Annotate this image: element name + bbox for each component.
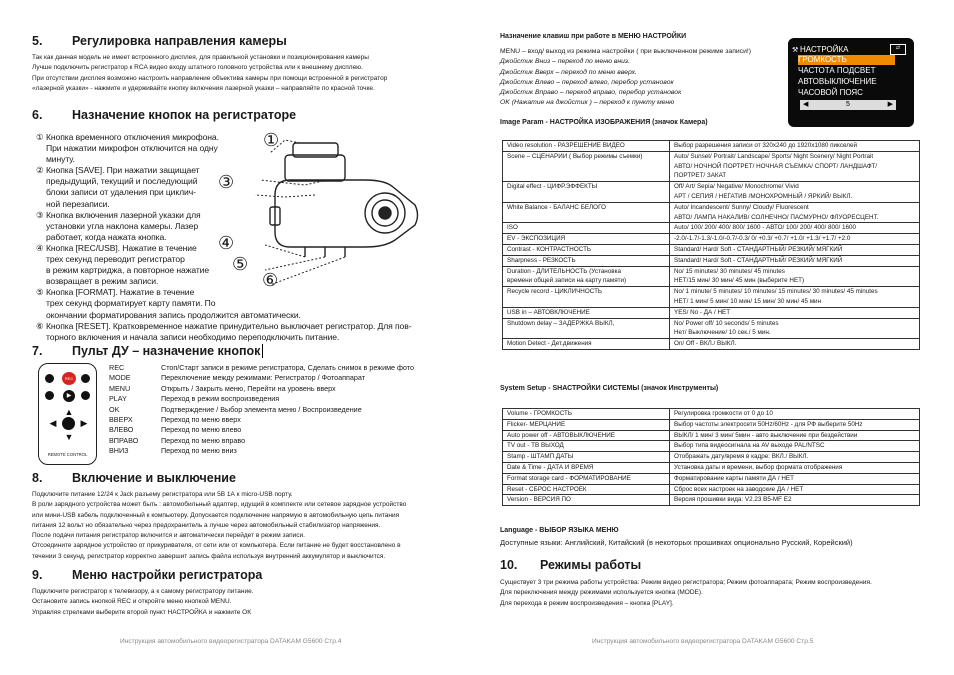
item-number: ⑥: [36, 320, 44, 331]
cell-line: ISO: [507, 224, 518, 232]
setting-name-cell: [503, 307, 670, 318]
section-number: 6.: [32, 108, 43, 122]
section-10-heading: [500, 558, 641, 572]
text-line: В роли зарядного устройства может быть : автомобильный адаптер, идущий в комплекте или сетевое зарядное устройство: [32, 501, 407, 509]
item-text: Кнопка включения лазерной указки для: [46, 209, 201, 220]
setting-name-cell: [503, 182, 670, 203]
cell-line: Auto/ Incandescent/ Sunny/ Cloudy/ Fluorescent: [674, 203, 809, 211]
language-title: Language - ВЫБОР ЯЗЫКА МЕНЮ: [500, 527, 619, 534]
text-line: Джойстик Влево – переход влево, перебор установок: [500, 78, 674, 86]
play-button-icon: ▶: [63, 390, 75, 402]
key-desc: Переход по меню вниз: [161, 446, 237, 456]
list-item: [109, 405, 414, 415]
cell-line: АВТО/ НОЧНОЙ ПОРТРЕТ/ НОЧНАЯ СЪЕМКА/ СПОРТ/ ЛАНДШАФТ/: [674, 162, 877, 170]
cell-line: Выбор разрешения записи от 320x240 до 1920x1080 пикселей: [674, 142, 857, 149]
left-arrow-icon: ◀: [49, 418, 57, 428]
setting-name-cell: [503, 441, 670, 452]
key-name: REC: [109, 363, 125, 372]
item-text: окончании форматирования запись продолжится автоматически.: [46, 309, 301, 320]
setting-values-cell: [670, 339, 920, 350]
language-text: Доступные языки: Английский, Китайский (в некоторых прошивках опционально Русский, Корейский): [500, 538, 853, 547]
list-item: [109, 363, 414, 373]
cell-line: On/ Off - ВКЛ./ ВЫКЛ.: [674, 340, 737, 348]
item-text: Кнопка [REC/USB]. Нажатие в течение: [46, 242, 197, 253]
list-item: [36, 210, 411, 221]
setting-name-cell: [503, 462, 670, 473]
setting-values-cell: [670, 419, 920, 430]
cell-line: Shutdown delay – ЗАДЕРЖКА ВЫКЛ,: [507, 319, 615, 327]
setting-name-cell: [503, 452, 670, 463]
table-row: [503, 339, 920, 350]
cell-line: Recycle record - ЦИКЛИЧНОСТЬ: [507, 288, 603, 296]
section-title: Меню настройки регистратора: [72, 568, 263, 582]
table-row: [503, 202, 920, 223]
cell-line: АВТО/ ЛАМПА НАКАЛИВ/ СОЛНЕЧНО/ ПАСМУРНО/ ФЛУОРЕСЦЕНТ.: [674, 213, 879, 221]
table-row: [503, 441, 920, 452]
text-line: «лазерной указки» - нажмите и удерживайте кнопку включения лазерной указки – направляйте по красной точке.: [32, 84, 375, 92]
cell-line: Motion Detect - Дет.движения: [507, 340, 592, 348]
item-text: ной перезаписи.: [46, 198, 110, 209]
remote-button-list: [109, 363, 414, 457]
cell-line: No/ Power off/ 10 seconds/ 5 minutes: [674, 319, 779, 327]
system-setup-title: System Setup - SНАСТРОЙКИ СИСТЕМЫ (значок Инструменты): [500, 385, 719, 392]
list-item: [36, 187, 411, 198]
cell-line: НЕТ/ 1 мин/ 5 мин/ 10 мин/ 15 мин/ 30 мин/ 45 мин: [674, 297, 822, 305]
table-row: [503, 287, 920, 308]
key-name: OK: [109, 404, 120, 414]
cell-line: EV - ЭКСПОЗИЦИЯ: [507, 235, 566, 243]
table-row: [503, 430, 920, 441]
text-line: Джойстик Вверх – переход по меню вверх.: [500, 68, 637, 76]
text-line: или мини-USB кабель подключенный к компьютеру. Допускается подключение напрямую в автомобильную цепь питания: [32, 511, 400, 519]
table-row: [503, 484, 920, 495]
key-desc: Переход по меню вправо: [161, 435, 246, 445]
text-line: Для переключения между режимами используется кнопка (MODE).: [500, 589, 703, 597]
callout-5: ⑤: [232, 254, 249, 274]
text-line: Отсоедините зарядное устройство от прикуривателя, от сети или от компьютера. Если питание не будет восстановлено в: [32, 542, 401, 550]
table-row: [503, 409, 920, 420]
section-number: 9.: [32, 568, 43, 582]
cell-line: НЕТ/15 мин/ 30 мин/ 45 мин (выберите НЕТ): [674, 277, 805, 285]
setting-values-cell: [670, 202, 920, 223]
key-name: ВПРАВО: [109, 435, 139, 445]
table-row: [503, 462, 920, 473]
menu-keys-title: Назначение клавиш при работе в МЕНЮ НАСТРОЙКИ: [500, 33, 687, 40]
list-item: [36, 321, 411, 332]
text-line: Для перехода в режим воспроизведения – кнопка [PLAY].: [500, 599, 674, 607]
item-text: работает, когда нажата кнопка.: [46, 231, 167, 242]
item-number: ④: [36, 242, 44, 253]
key-name: PLAY: [109, 394, 127, 404]
setting-values-cell: [670, 287, 920, 308]
list-item: [109, 373, 414, 383]
setting-values-cell: [670, 318, 920, 339]
page-footer: Инструкция автомобильного видеорегистратора DATAKAM G5600 Стр.4: [120, 638, 342, 645]
item-text: Кнопка [FORMAT]. Нажатие в течение: [46, 287, 195, 298]
menu-item-selected: ГРОМКОСТЬ: [798, 55, 895, 65]
cell-line: Format storage card - ФОРМАТИРОВАНИЕ: [507, 474, 631, 482]
setting-values-cell: [670, 141, 920, 152]
item-text: предыдущий, текущий и последующий: [46, 176, 198, 187]
cell-line: Flicker- МЕРЦАНИЕ: [507, 420, 566, 428]
list-item: [36, 154, 411, 165]
list-item: [36, 265, 411, 276]
down-arrow-icon: ▼: [64, 432, 74, 442]
setting-values-cell: [670, 307, 920, 318]
list-item: [36, 199, 411, 210]
text-line: Подключите питание 12/24 к Jack разъему регистратора или 5В 1А к micro-USB порту.: [32, 491, 293, 498]
section-title: Режимы работы: [540, 558, 642, 572]
section-number: 7.: [32, 344, 43, 358]
key-name: ВЛЕВО: [109, 425, 134, 435]
setting-name-cell: [503, 223, 670, 234]
list-item: [36, 332, 411, 343]
text-line: После подачи питания регистратор включится и автоматически перейдет в режим записи.: [32, 532, 305, 540]
item-text: При нажатии микрофон отключится на одну: [46, 143, 218, 154]
setting-values-cell: [670, 244, 920, 255]
menu-keys-text: [500, 47, 751, 109]
key-desc: Открыть / Закрыть меню, Перейти на уровень вверх: [161, 383, 336, 393]
cell-line: времени общей записи на карту памяти): [507, 277, 627, 285]
setting-values-cell: [670, 462, 920, 473]
setting-name-cell: [503, 202, 670, 223]
setting-name-cell: [503, 255, 670, 266]
item-number: ①: [36, 132, 44, 142]
item-text: в режим картриджа, а повторное нажатие: [46, 265, 210, 276]
text-line: Подключите регистратор к телевизору, а к самому регистратору питание.: [32, 588, 254, 595]
remote-control-illustration: [38, 363, 97, 465]
table-row: [503, 318, 920, 339]
item-text: установки угла наклона камеры. Лазер: [46, 220, 199, 231]
text-line: течении 3 секунд, регистратор корректно завершит запись файла используя внутренний аккумулятор и выключится.: [32, 552, 386, 560]
item-text: трех секунд форматирует карту памяти. По: [46, 298, 216, 309]
setting-name-cell: [503, 430, 670, 441]
cell-line: Установка даты и времени, выбор формата отображения: [674, 463, 843, 471]
table-row: [503, 266, 920, 287]
setting-values-cell: [670, 223, 920, 234]
remote-button-icon: [45, 391, 54, 400]
table-row: [503, 141, 920, 152]
cell-line: TV out - ТВ ВЫХОД: [507, 442, 564, 450]
section-6-heading: [32, 108, 296, 122]
cell-line: Digital effect - ЦИФР.ЭФФЕКТЫ: [507, 183, 598, 191]
setting-name-cell: [503, 409, 670, 420]
text-line: питания 12 вольт но обязательно через предохранитель а лучше через автомобильный стабилизатор напряжения.: [32, 521, 381, 529]
up-arrow-icon: ▲: [64, 407, 74, 417]
setting-values-cell: [670, 234, 920, 245]
menu-item: АВТОВЫКЛЮЧЕНИЕ: [798, 77, 877, 86]
text-line: При отсутствии дисплея возможно настроить направление объектива камеры при помощи встроенной в регистратор: [32, 74, 388, 82]
item-text: Кнопка временного отключения микрофона.: [46, 132, 219, 142]
section-7-heading: [32, 344, 263, 358]
item-text: возвращает в режим записи.: [46, 276, 159, 287]
callout-4: ④: [218, 233, 235, 253]
cell-line: No/ 1 minute/ 5 minutes/ 10 minutes/ 15 minutes/ 30 minutes/ 45 minutes: [674, 288, 878, 296]
text-line: OK (Нажатие на джойстик ) – переход к пункту меню: [500, 99, 675, 107]
list-item: [36, 143, 411, 154]
setting-values-cell: [670, 430, 920, 441]
setting-values-cell: [670, 151, 920, 181]
section-number: 10.: [500, 558, 518, 572]
remote-button-icon: [81, 374, 90, 383]
section-10-text: [500, 578, 872, 609]
section-8-heading: [32, 471, 236, 485]
cell-line: Auto power off - АВТОВЫКЛЮЧЕНИЕ: [507, 431, 615, 439]
list-item: [36, 287, 411, 298]
list-item: [36, 221, 411, 232]
item-text: Кнопка [RESET]. Кратковременное нажатие принудительно выключает регистратор. Для пов-: [46, 320, 412, 331]
key-name: ВНИЗ: [109, 446, 129, 456]
cell-line: Standard/ Hard/ Soft - СТАНДАРТНЫЙ/ РЕЗКИЙ/ МЯГКИЙ: [674, 245, 843, 253]
cell-line: Нет/ Выключение/ 10 сек./ 5 мин.: [674, 329, 771, 337]
list-item: [36, 254, 411, 265]
cell-line: Sharpness - РЕЗКОСТЬ: [507, 256, 576, 264]
setting-values-cell: [670, 473, 920, 484]
cell-line: Форматирование карты памяти ДА / НЕТ: [674, 474, 794, 482]
left-arrow-icon: ◀: [803, 101, 809, 108]
section-title: Регулировка направления камеры: [72, 34, 287, 48]
list-item: [109, 415, 414, 425]
setting-values-cell: [670, 441, 920, 452]
ok-button-icon: [62, 417, 75, 430]
cell-line: Version - ВЕРСИЯ ПО: [507, 496, 571, 504]
cell-line: Auto/ Sunset/ Portrait/ Landscape/ Sports/ Night Scenery/ Night Portrait: [674, 152, 874, 160]
cell-line: ПОРТРЕТ/ ЗАКАТ: [674, 172, 727, 180]
setting-name-cell: [503, 287, 670, 308]
cell-line: Auto/ 100/ 200/ 400/ 800/ 1600 - АВТО/ 100/ 200/ 400/ 800/ 1600: [674, 224, 857, 232]
key-name: MODE: [109, 373, 131, 383]
cell-line: Volume - ГРОМКОСТЬ: [507, 410, 573, 417]
setting-name-cell: [503, 266, 670, 287]
section-5-text: [32, 53, 387, 94]
cell-line: Выбор частоты электросети 50Hz/60Hz - для РФ выберите 50Hz: [674, 420, 863, 428]
text-line: Лучше подключить регистратор к RCA видео входу штатного головного устройства или к внешнему дисплею.: [32, 64, 363, 72]
cell-line: Scene – СЦЕНАРИИ ( Выбор режимы съемки): [507, 152, 643, 160]
list-item: [36, 176, 411, 187]
setting-name-cell: [503, 244, 670, 255]
key-name: ВВЕРХ: [109, 415, 133, 425]
table-row: [503, 452, 920, 463]
text-line: Остановите запись кнопкой REC и откройте меню кнопкой MENU.: [32, 598, 232, 606]
cell-line: ВЫКЛ/ 1 мин/ 3 мин/ 5мин - авто выключение при бездействии: [674, 431, 858, 439]
cell-line: YES/ No - ДА / НЕТ: [674, 308, 731, 316]
setting-name-cell: [503, 151, 670, 181]
text-line: Существует 3 три режима работы устройства: Режим видео регистратора; Режим фотоаппарата; Режим воспроизведения.: [500, 579, 872, 586]
list-item: [36, 132, 411, 143]
cell-line: Регулировка громкости от 0 до 10: [674, 410, 773, 417]
list-item: [36, 243, 411, 254]
table-row: [503, 419, 920, 430]
setting-name-cell: [503, 495, 670, 506]
section-number: 8.: [32, 471, 43, 485]
setting-values-cell: [670, 452, 920, 463]
setting-name-cell: [503, 234, 670, 245]
item-text: трех секунд переводит регистратор: [46, 254, 185, 265]
table-row: [503, 307, 920, 318]
section-number: 5.: [32, 34, 43, 48]
item-text: блоки записи от удаления при циклич-: [46, 187, 196, 198]
remote-label: REMOTE CONTROL: [47, 452, 88, 457]
key-desc: Стоп/Старт записи в режиме регистратора, Сделать снимок в режиме фото: [161, 363, 414, 372]
image-param-table: [502, 140, 920, 350]
list-item: [36, 276, 411, 287]
key-desc: Переход в режим воспроизведения: [161, 394, 280, 404]
key-desc: Переход по меню вверх: [161, 415, 241, 425]
right-arrow-icon: ▶: [887, 101, 893, 108]
menu-value: 5: [846, 101, 850, 108]
cell-line: Video resolution - РАЗРЕШЕНИЕ ВИДЕО: [507, 142, 625, 149]
wrench-icon: ⚒: [792, 47, 799, 54]
key-desc: Подтверждение / Выбор элемента меню / Воспроизведение: [161, 404, 362, 414]
menu-screen-image: [788, 38, 914, 127]
item-number: ②: [36, 165, 44, 176]
cell-line: Standard/ Hard/ Soft - СТАНДАРТНЫЙ/ РЕЗКИЙ/ МЯГКИЙ: [674, 256, 843, 264]
page-footer: Инструкция автомобильного видеорегистратора DATAKAM G5600 Стр.5: [592, 638, 814, 645]
cell-line: Date & Time - ДАТА И ВРЕМЯ: [507, 463, 594, 471]
list-item: [109, 436, 414, 446]
cell-line: Stamp - ШТАМП ДАТЫ: [507, 453, 574, 461]
callout-3: ③: [218, 172, 235, 192]
cell-line: No/ 15 minutes/ 30 minutes/ 45 minutes: [674, 267, 785, 275]
section-9-text: [32, 587, 254, 618]
cell-line: Отображать дату/время в кадре: ВКЛ./ ВЫКЛ.: [674, 453, 809, 461]
table-row: [503, 244, 920, 255]
item-number: ③: [36, 209, 44, 220]
menu-item: ЧАСОВОЙ ПОЯС: [798, 88, 863, 97]
cell-line: USB in – АВТОВКЛЮЧЕНИЕ: [507, 308, 590, 316]
cell-line: Версия прошивки вида: V2.23 B5-MF E2: [674, 496, 792, 504]
menu-item: ЧАСТОТА ПОДСВЕТ: [798, 66, 876, 75]
cell-line: Off/ Art/ Sepia/ Negative/ Monochrome/ Vivid: [674, 183, 799, 191]
table-row: [503, 234, 920, 245]
cell-line: АРТ / СЕПИЯ / НЕГАТИВ /МОНОХРОМНЫЙ / ЯРКИЙ/ ВЫКЛ.: [674, 192, 853, 200]
cell-line: Выбор типа видеосигнала на AV выходе PAL/NTSC: [674, 442, 825, 450]
item-text: Кнопка [SAVE]. При нажатии защищает: [46, 165, 200, 176]
cell-line: White Balance - БАЛАНС БЕЛОГО: [507, 203, 607, 211]
text-line: Джойстик Вправо – переход вправо, перебор установок: [500, 89, 682, 97]
section-6-button-list: [36, 132, 411, 343]
setting-values-cell: [670, 409, 920, 420]
list-item: [36, 310, 411, 321]
right-arrow-icon: ▶: [80, 418, 88, 428]
remote-button-icon: [45, 374, 54, 383]
table-row: [503, 473, 920, 484]
setting-name-cell: [503, 419, 670, 430]
key-desc: Переход по меню влево: [161, 425, 242, 435]
setting-values-cell: [670, 182, 920, 203]
list-item: [36, 298, 411, 309]
menu-value-bar: [800, 100, 896, 110]
callout-6: ⑥: [262, 270, 279, 290]
image-param-title: Image Param - НАСТРОЙКА ИЗОБРАЖЕНИЯ (значок Камера): [500, 119, 708, 126]
rec-button-icon: REC: [62, 372, 76, 385]
setting-values-cell: [670, 255, 920, 266]
battery-icon: ⇄: [890, 44, 906, 55]
text-line: Управляя стрелками выберите второй пункт НАСТРОЙКА и нажмите ОК: [32, 608, 252, 616]
item-text: торного включения и начала записи необходимо переподключить питание.: [46, 331, 340, 342]
setting-values-cell: [670, 495, 920, 506]
cell-line: Duration - ДЛИТЕЛЬНОСТЬ (Установка: [507, 267, 622, 275]
item-text: минуту.: [46, 154, 75, 165]
table-row: [503, 255, 920, 266]
list-item: [109, 394, 414, 404]
cell-line: Contrast - КОНТРАСТНОСТЬ: [507, 245, 592, 253]
list-item: [109, 446, 414, 456]
section-8-text: [32, 490, 406, 562]
text-line: MENU – вход/ выход из режима настройки ( при выключенном режиме записи!): [500, 48, 752, 55]
key-desc: Переключение между режимами: Регистратор / Фотоаппарат: [161, 373, 366, 383]
setting-values-cell: [670, 484, 920, 495]
setting-name-cell: [503, 473, 670, 484]
table-row: [503, 182, 920, 203]
text-line: Так как данная модель не имеет встроенного дисплея, для правильной установки и позиционирования камеры: [32, 54, 369, 61]
system-setup-table: [502, 408, 920, 506]
cell-line: Сброс всех настроек на заводские ДА / НЕТ: [674, 485, 804, 493]
key-name: MENU: [109, 383, 131, 393]
item-number: ⑤: [36, 287, 44, 298]
table-row: [503, 223, 920, 234]
setting-name-cell: [503, 141, 670, 152]
section-9-heading: [32, 568, 262, 582]
remote-button-icon: [81, 391, 90, 400]
setting-name-cell: [503, 339, 670, 350]
menu-title: НАСТРОЙКА: [800, 45, 849, 54]
table-row: [503, 151, 920, 181]
table-row: [503, 495, 920, 506]
list-item: [36, 232, 411, 243]
section-title: Назначение кнопок на регистраторе: [72, 108, 297, 122]
setting-values-cell: [670, 266, 920, 287]
section-title: Включение и выключение: [72, 471, 236, 485]
cell-line: Reset - СБРОС НАСТРОЕК: [507, 485, 587, 493]
setting-name-cell: [503, 318, 670, 339]
cell-line: -2.0/-1.7/-1.3/-1.0/-0.7/-0.3/ 0/ +0.3/ +0.7/ +1.0/ +1.3/ +1.7/ +2.0: [674, 235, 851, 243]
list-item: [36, 165, 411, 176]
callout-1: ①: [263, 130, 280, 150]
list-item: [109, 384, 414, 394]
text-line: Джойстик Вниз – переход по меню вниз.: [500, 58, 630, 66]
section-5-heading: [32, 34, 287, 48]
setting-name-cell: [503, 484, 670, 495]
section-title: Пульт ДУ – назначение кнопок: [72, 344, 261, 358]
list-item: [109, 425, 414, 435]
